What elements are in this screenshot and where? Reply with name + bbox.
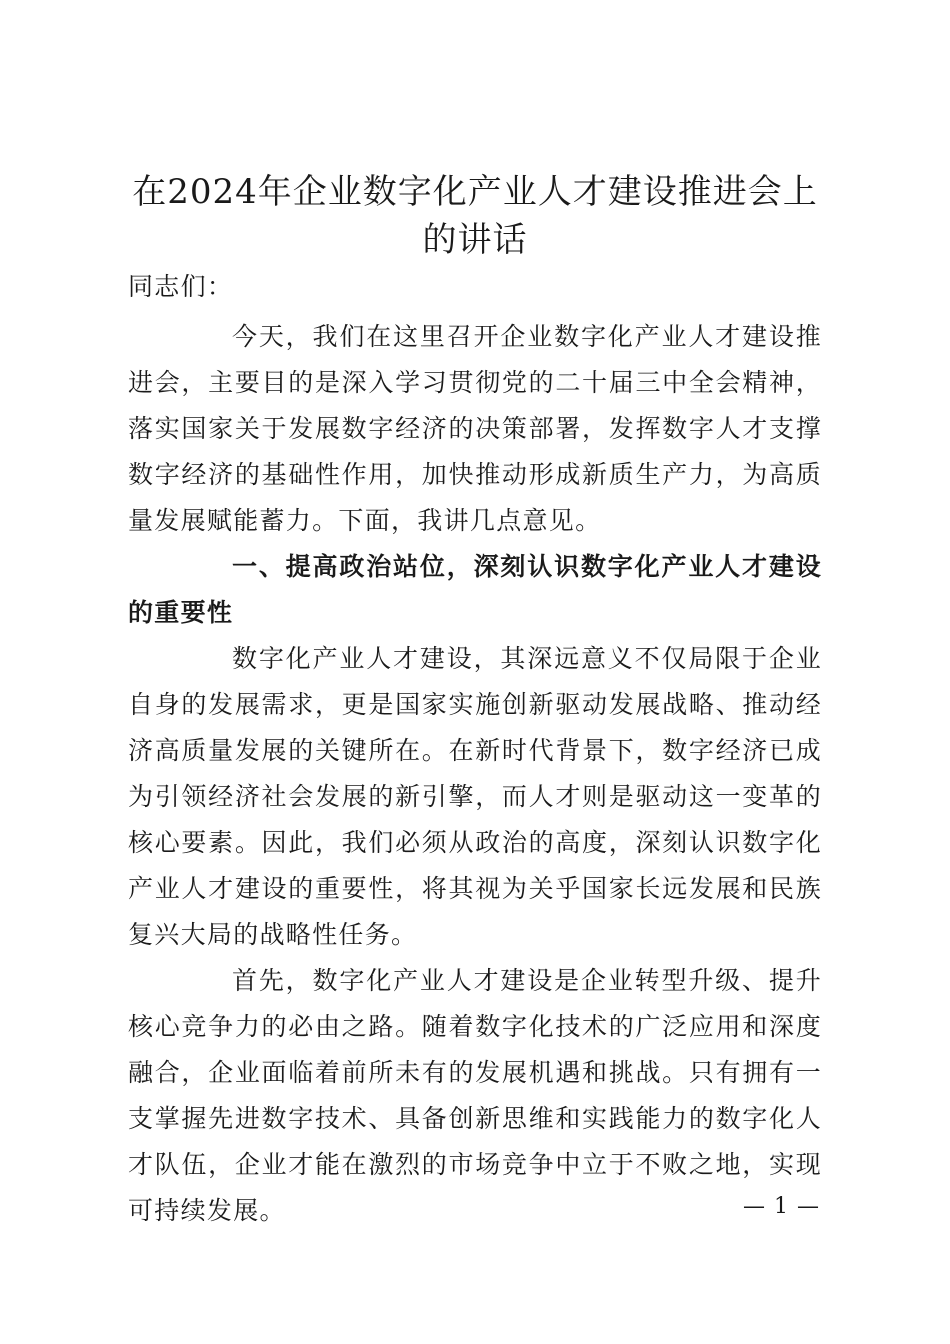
page-number: — 1 — [743,1194,820,1219]
document-title: 在2024年企业数字化产业人才建设推进会上的讲话 [132,172,818,260]
section-heading: 一、提高政治站位，深刻认识数字化产业人才建设的重要性 [128,552,822,627]
paragraph-intro: 今天，我们在这里召开企业数字化产业人才建设推进会，主要目的是深入学习贯彻党的二十届三中全会精神，落实国家关于发展数字经济的决策部署，发挥数字人才支撑数字经济的基础性作用，加快推动形成新质生产力，为高质量发展赋能蓄力。下面，我讲几点意见。 [128,322,822,535]
salutation: 同志们： [128,272,234,301]
paragraph-first-point: 首先，数字化产业人才建设是企业转型升级、提升核心竞争力的必由之路。随着数字化技术的广泛应用和深度融合，企业面临着前所未有的发展机遇和挑战。只有拥有一支掌握先进数字技术、具备创新思维和实践能力的数字化人才队伍，企业才能在激烈的市场竞争中立于不败之地，实现可持续发展。 [128,966,822,1225]
paragraph-significance: 数字化产业人才建设，其深远意义不仅局限于企业自身的发展需求，更是国家实施创新驱动发展战略、推动经济高质量发展的关键所在。在新时代背景下，数字经济已成为引领经济社会发展的新引擎，而人才则是驱动这一变革的核心要素。因此，我们必须从政治的高度，深刻认识数字化产业人才建设的重要性，将其视为关乎国家长远发展和民族复兴大局的战略性任务。 [128,644,822,949]
